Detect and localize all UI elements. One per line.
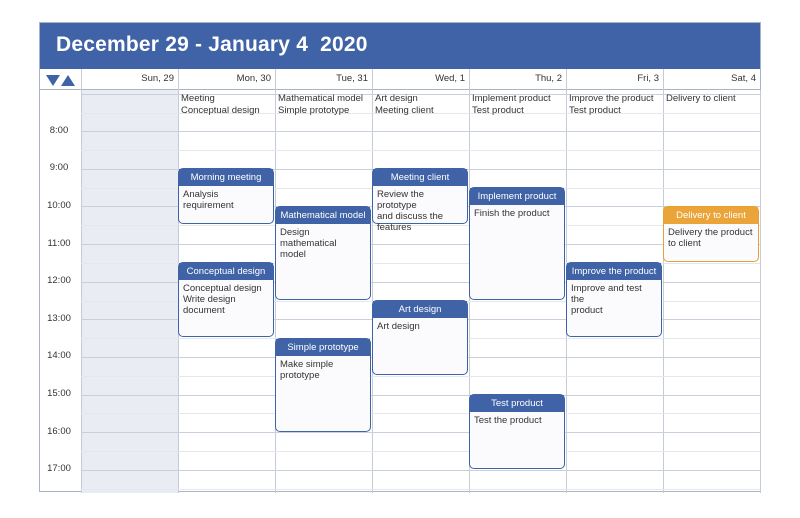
event-title: Implement product [470, 188, 564, 205]
time-label: 8:00 [49, 125, 69, 136]
event-title: Test product [470, 395, 564, 412]
event-description: Design mathematical model [280, 227, 337, 260]
time-label: 9:00 [49, 162, 69, 173]
event-card[interactable] [178, 262, 274, 337]
event-description: Improve and test the product [571, 283, 642, 316]
event-title: Simple prototype [276, 339, 370, 356]
time-label: 12:00 [47, 275, 71, 286]
grid-line [81, 376, 760, 377]
grid-line [81, 413, 760, 414]
event-description: Finish the product [474, 208, 550, 219]
event-title: Delivery to client [664, 207, 758, 224]
day-header-row [40, 69, 760, 90]
grid-line [81, 150, 760, 151]
event-description: Conceptual design Write design document [183, 283, 262, 316]
day-header[interactable]: Wed, 1 [372, 69, 469, 90]
time-label: 14:00 [47, 350, 71, 361]
event-description: Review the prototype and discuss the features [377, 189, 444, 233]
event-card[interactable] [178, 168, 274, 224]
day-summary[interactable]: Art design Meeting client [375, 93, 434, 116]
grid-line [81, 470, 760, 471]
event-description: Delivery the product to client [668, 227, 753, 249]
event-card[interactable] [275, 338, 371, 432]
grid-line [81, 432, 760, 433]
grid-line [81, 131, 760, 132]
day-summary[interactable]: Implement product Test product [472, 93, 551, 116]
day-summary[interactable]: Improve the product Test product [569, 93, 654, 116]
event-title: Mathematical model [276, 207, 370, 224]
event-title: Morning meeting [179, 169, 273, 186]
time-grid [40, 90, 760, 493]
grid-line [81, 451, 760, 452]
time-label: 17:00 [47, 463, 71, 474]
event-description: Make simple prototype [280, 359, 334, 381]
time-label: 15:00 [47, 388, 71, 399]
grid-line [81, 244, 760, 245]
event-title: Conceptual design [179, 263, 273, 280]
title-bar [40, 23, 760, 69]
event-title: Improve the product [567, 263, 661, 280]
event-description: Art design [377, 321, 420, 332]
event-description: Analysis requirement [183, 189, 234, 211]
day-summary[interactable]: Delivery to client [666, 93, 736, 104]
column-divider [760, 90, 761, 493]
event-card[interactable] [469, 394, 565, 469]
day-summary[interactable]: Meeting Conceptual design [181, 93, 260, 116]
day-header[interactable]: Sun, 29 [81, 69, 178, 90]
event-card[interactable] [566, 262, 662, 337]
day-header[interactable]: Tue, 31 [275, 69, 372, 90]
event-card[interactable] [469, 187, 565, 300]
day-summary[interactable]: Mathematical model Simple prototype [278, 93, 364, 116]
event-title: Meeting client [373, 169, 467, 186]
grid-line [81, 395, 760, 396]
grid-line [81, 489, 760, 490]
event-card[interactable] [372, 300, 468, 375]
time-label: 10:00 [47, 200, 71, 211]
calendar-view [39, 22, 761, 492]
time-label: 11:00 [47, 238, 71, 249]
day-header[interactable]: Sat, 4 [663, 69, 760, 90]
page-title: December 29 - January 4 2020 [56, 33, 368, 56]
day-header[interactable]: Fri, 3 [566, 69, 663, 90]
time-label: 13:00 [47, 313, 71, 324]
event-title: Art design [373, 301, 467, 318]
time-label: 16:00 [47, 426, 71, 437]
day-header[interactable]: Mon, 30 [178, 69, 275, 90]
event-card[interactable] [275, 206, 371, 300]
day-header[interactable]: Thu, 2 [469, 69, 566, 90]
event-card[interactable] [663, 206, 759, 262]
event-card[interactable] [372, 168, 468, 233]
event-description: Test the product [474, 415, 542, 426]
